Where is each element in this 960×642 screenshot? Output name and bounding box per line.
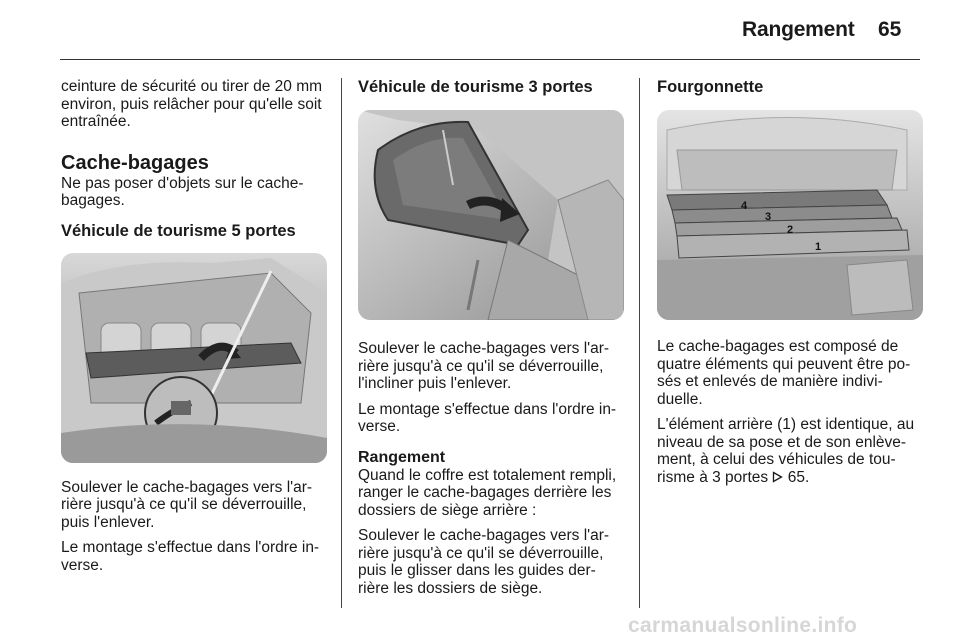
paragraph: Le cache-bagages est composé de quatre éléments qui peuvent être po-sés et enlevés de manière indivi-duelle. <box>657 338 911 408</box>
paragraph-reference <box>657 416 923 486</box>
illustration-3-door <box>358 110 624 320</box>
section-title: Cache-bagages <box>61 151 209 174</box>
illustration-van <box>657 110 923 320</box>
section-title: Rangement <box>358 448 446 466</box>
paragraph: Soulever le cache-bagages vers l'ar-rière jusqu'à ce qu'il se déverrouille, puis l'enlever. <box>61 478 313 531</box>
watermark: carmanualsonline.info <box>628 614 858 637</box>
intro-text: ceinture de sécurité ou tirer de 20 mm environ, puis relâcher pour qu'elle soit entraînée. <box>61 78 323 130</box>
page-number: 65 <box>878 18 902 41</box>
subtitle-van: Fourgonnette <box>657 78 764 96</box>
page-reference[interactable]: 65 <box>787 468 805 486</box>
header-rule <box>60 59 920 60</box>
page-title: Rangement <box>742 18 855 41</box>
element-label-3: 3 <box>765 211 772 223</box>
element-label-2: 2 <box>787 224 794 236</box>
paragraph: Le montage s'effectue dans l'ordre in-verse. <box>61 539 320 574</box>
right-triangle-icon <box>772 469 783 486</box>
column-right <box>657 78 923 486</box>
element-label-4: 4 <box>741 200 748 212</box>
column-divider <box>639 78 640 608</box>
section-text: Quand le coffre est totalement rempli, ranger le cache-bagages derrière les dossiers de siège arrière : <box>358 466 617 519</box>
paragraph: Soulever le cache-bagages vers l'ar-rière jusqu'à ce qu'il se déverrouille, puis le glisser dans les guides der-rière les dossiers de siège. <box>358 527 610 597</box>
column-middle <box>358 78 624 597</box>
subtitle-5-door: Véhicule de tourisme 5 portes <box>61 221 296 240</box>
column-divider <box>341 78 342 608</box>
paragraph-text: L'élément arrière (1) est identique, au niveau de sa pose et de son enlève-ment, à celui des véhicules de tou-risme à 3 portes <box>657 416 915 486</box>
section-text: Ne pas poser d'objets sur le cache-bagages. <box>61 174 304 209</box>
element-label-1: 1 <box>815 241 822 253</box>
period: . <box>805 468 810 486</box>
paragraph: Soulever le cache-bagages vers l'ar-rière jusqu'à ce qu'il se déverrouille, l'incliner puis l'enlever. <box>358 340 610 392</box>
illustration-5-door <box>61 253 327 463</box>
subtitle-3-door: Véhicule de tourisme 3 portes <box>358 78 593 96</box>
column-left <box>61 78 327 574</box>
paragraph: Le montage s'effectue dans l'ordre in-verse. <box>358 400 617 435</box>
